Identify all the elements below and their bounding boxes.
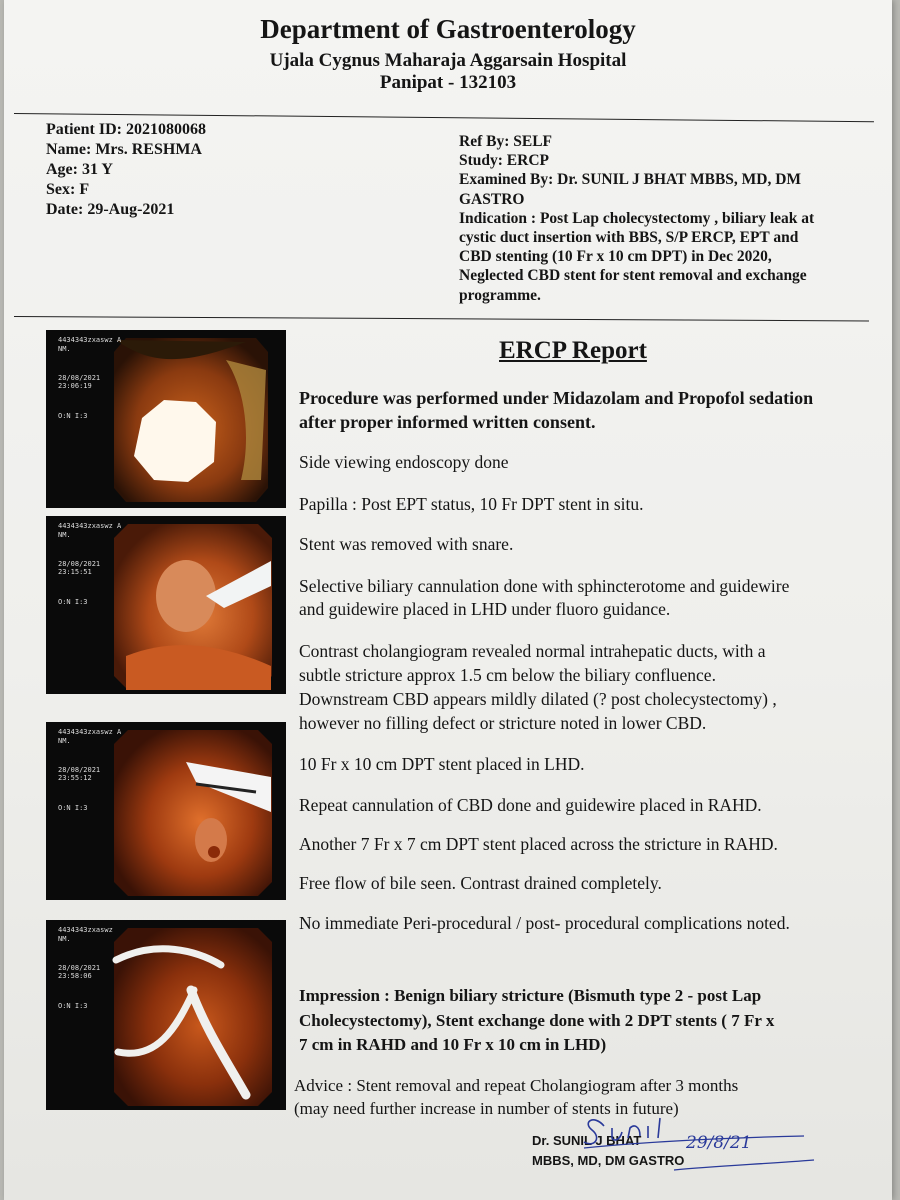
examined-by-2: GASTRO	[459, 190, 525, 208]
hospital-name: Ujala Cygnus Maharaja Aggarsain Hospital	[269, 50, 627, 71]
section-rule	[14, 316, 869, 321]
study: Study: ERCP	[459, 152, 550, 170]
image-mode: O:N I:3	[58, 598, 88, 606]
report-line: Another 7 Fr x 7 cm DPT stent placed across the stricture in RAHD.	[299, 834, 778, 854]
impression-line: Impression : Benign biliary stricture (Bismuth type 2 - post Lap	[299, 986, 762, 1005]
impression-line: Cholecystectomy), Stent exchange done with 2 DPT stents ( 7 Fr x	[299, 1011, 775, 1030]
report-line: Selective biliary cannulation done with sphincterotome and guidewire	[299, 576, 790, 596]
image-id: 4434343zxaswz A	[58, 336, 122, 344]
endoscopy-image-3	[46, 722, 286, 900]
indication-3: CBD stenting (10 Fr x 10 cm DPT) in Dec 2020,	[459, 248, 772, 266]
advice-line: (may need further increase in number of stents in future)	[294, 1099, 679, 1118]
endoscopy-image-1	[46, 330, 286, 508]
report-line: Procedure was performed under Midazolam and Propofol sedation	[299, 388, 814, 408]
report-line: Papilla : Post EPT status, 10 Fr DPT stent in situ.	[299, 494, 644, 514]
doctor-degrees: MBBS, MD, DM GASTRO	[532, 1153, 685, 1168]
image-date: 28/08/2021	[58, 560, 101, 568]
image-id: 4434343zxaswz	[58, 926, 113, 934]
endoscopy-image-4	[46, 920, 286, 1110]
report-line: Contrast cholangiogram revealed normal intrahepatic ducts, with a	[299, 641, 766, 661]
patient-id: Patient ID: 2021080068	[46, 121, 206, 138]
impression-line: 7 cm in RAHD and 10 Fr x 10 cm in LHD)	[299, 1035, 607, 1054]
image-time: 23:55:12	[58, 774, 92, 782]
patient-sex: Sex: F	[46, 181, 90, 198]
image-mode: O:N I:3	[58, 804, 88, 812]
report-line: subtle stricture approx 1.5 cm below the biliary confluence.	[299, 665, 716, 685]
image-time: 23:06:19	[58, 382, 92, 390]
image-date: 28/08/2021	[58, 964, 101, 972]
image-time: 23:58:06	[58, 972, 92, 980]
handwritten-signature	[564, 1108, 824, 1178]
indication-2: cystic duct insertion with BBS, S/P ERCP, EPT and	[459, 229, 799, 247]
report-line: Free flow of bile seen. Contrast drained completely.	[299, 873, 662, 893]
patient-age: Age: 31 Y	[46, 161, 113, 178]
patient-info	[46, 120, 206, 220]
doctor-name: Dr. SUNIL J BHAT	[532, 1133, 642, 1148]
indication-1: Indication : Post Lap cholecystectomy , biliary leak at	[459, 209, 815, 227]
hospital-city: Panipat - 132103	[379, 72, 517, 93]
image-mode: O:N I:3	[58, 412, 88, 420]
image-nm: NM.	[58, 935, 71, 943]
image-nm: NM.	[58, 737, 71, 745]
report-line: Repeat cannulation of CBD done and guidewire placed in RAHD.	[299, 795, 762, 815]
examined-by: Examined By: Dr. SUNIL J BHAT MBBS, MD, DM	[459, 171, 802, 189]
report-line: Stent was removed with snare.	[299, 534, 514, 554]
report-line: and guidewire placed in LHD under fluoro guidance.	[299, 599, 671, 619]
report-line: 10 Fr x 10 cm DPT stent placed in LHD.	[299, 754, 585, 774]
report-line: Side viewing endoscopy done	[299, 452, 509, 472]
image-date: 28/08/2021	[58, 766, 101, 774]
patient-name: Name: Mrs. RESHMA	[46, 141, 202, 158]
image-id: 4434343zxaswz A	[58, 728, 122, 736]
image-id: 4434343zxaswz A	[58, 522, 122, 530]
report-line: Downstream CBD appears mildly dilated (? post cholecystectomy) ,	[299, 689, 777, 709]
report-line: No immediate Peri-procedural / post- procedural complications noted.	[299, 913, 790, 933]
patient-date: Date: 29-Aug-2021	[46, 201, 175, 218]
department-title: Department of Gastroenterology	[260, 14, 636, 44]
indication-4: Neglected CBD stent for stent removal and exchange	[459, 267, 807, 285]
report-page	[4, 0, 892, 1200]
ref-by: Ref By: SELF	[459, 133, 552, 150]
image-mode: O:N I:3	[58, 1002, 88, 1010]
report-line: however no filling defect or stricture noted in lower CBD.	[299, 713, 707, 733]
advice-line: Advice : Stent removal and repeat Cholangiogram after 3 months	[294, 1076, 739, 1095]
endoscopy-image-2	[46, 516, 286, 694]
svg-text:29/8/21: 29/8/21	[686, 1133, 752, 1153]
report-title: ERCP Report	[499, 337, 647, 364]
image-date: 28/08/2021	[58, 374, 101, 382]
referral-info	[459, 132, 859, 305]
indication-5: programme.	[459, 286, 541, 304]
report-line: after proper informed written consent.	[299, 412, 596, 432]
image-time: 23:15:51	[58, 568, 92, 576]
image-nm: NM.	[58, 345, 71, 353]
image-nm: NM.	[58, 531, 71, 539]
